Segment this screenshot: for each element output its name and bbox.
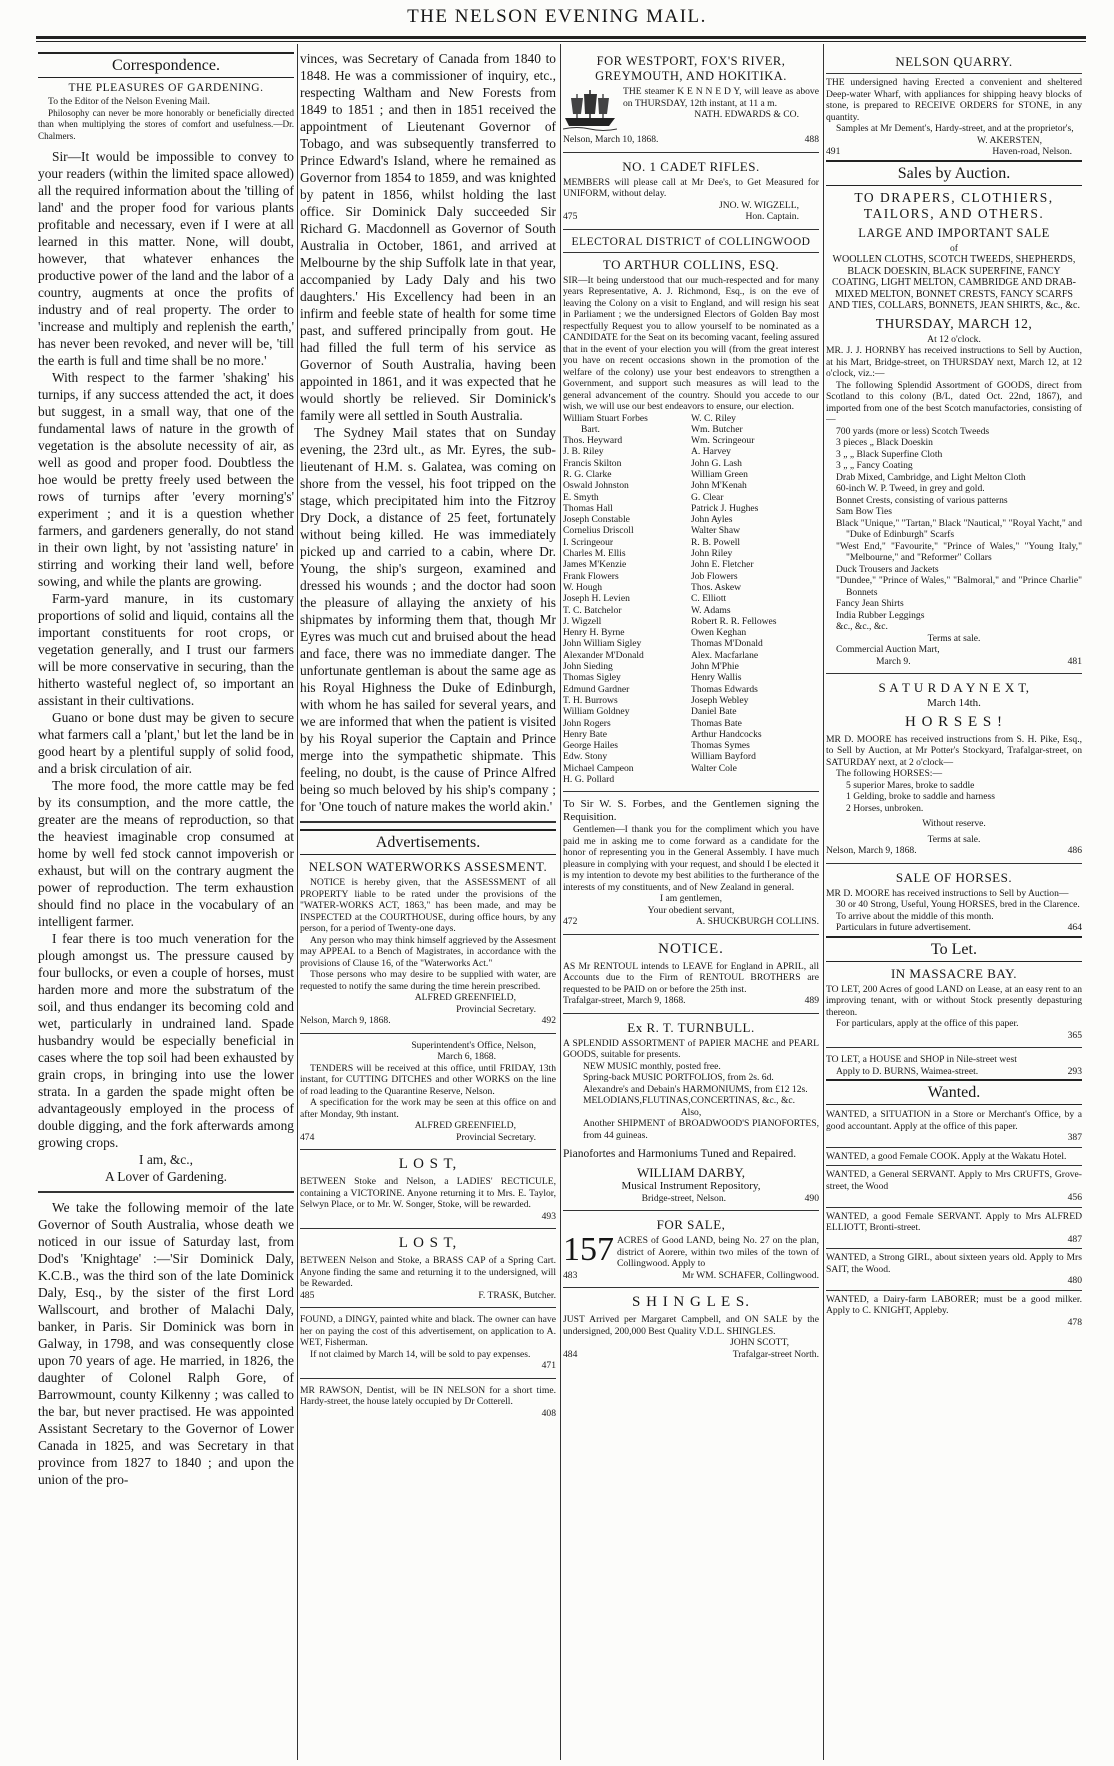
signatory-name bbox=[691, 774, 819, 785]
ad-line: 2 Horses, unbroken. bbox=[846, 802, 924, 814]
ad-massacre-bay bbox=[826, 966, 1082, 1042]
signatory-name: William Green bbox=[691, 468, 748, 480]
signatory-name: Arthur Handcocks bbox=[691, 728, 762, 740]
divider bbox=[563, 791, 819, 792]
ad-signature: JNO. W. WIGZELL, bbox=[718, 199, 799, 211]
signatory-name: W. C. Riley bbox=[691, 412, 736, 424]
ad-signature: A. SHUCKBURGH COLLINS. bbox=[695, 916, 819, 928]
ad-text: Samples at Mr Dement's, Hardy-street, and at the proprietor's, bbox=[836, 123, 1074, 134]
signatory-name: Cornelius Driscoll bbox=[563, 525, 634, 537]
signatory-name: Walter Shaw bbox=[691, 525, 741, 537]
signatory-name: John Ayles bbox=[691, 514, 733, 526]
ad-goods: WOOLLEN CLOTHS, SCOTCH TWEEDS, SHEPHERDS, BLACK DOESKIN, BLACK SUPERFINE, FANCY COATING, LIGHT MELTON, CAMBRIDGE AND DRAB-MIXED MELTON, BONNET CRESTS, FANCY SCARFS AND TIES, COLLARS, BONNETS, JEAN SHIRTS, &c., &c. bbox=[828, 254, 1080, 311]
signatory-name: Wm. Butcher bbox=[691, 423, 743, 435]
divider bbox=[563, 152, 819, 153]
ad-date: Nelson, March 10, 1868. bbox=[563, 134, 659, 145]
ad-horses-saturday bbox=[826, 680, 1082, 857]
ad-text: Gentlemen—I thank you for the compliment which you have paid me in asking me to come forward as a candidate for the honor of representing you in the General Assembly. I have much pleasure in complying with your request, and should I be elected it is my intention to devote my best abilities to the furtherance of the interests of my constituents, and of New Zealand in general. bbox=[563, 824, 819, 893]
ad-for-sale bbox=[563, 1217, 819, 1281]
signatories-list bbox=[563, 413, 819, 786]
signatory-name: Charles M. Ellis bbox=[563, 548, 626, 560]
auction-item: Bonnet Crests, consisting of various patterns bbox=[836, 494, 1008, 506]
signatory-name: Joseph H. Levien bbox=[563, 593, 630, 605]
ad-number: 365 bbox=[1067, 1029, 1082, 1041]
ad-dentist bbox=[300, 1385, 556, 1420]
article-address: To the Editor of the Nelson Evening Mail. bbox=[48, 96, 210, 107]
ad-number: 471 bbox=[541, 1360, 556, 1371]
divider bbox=[826, 673, 1082, 674]
ad-text: MR RAWSON, Dentist, will be IN NELSON for a short time. Hardy-street, the house lately occupied by Dr Cotterell. bbox=[300, 1384, 556, 1407]
ad-text: BETWEEN Stoke and Nelson, a LADIES' RECTICULE, containing a VICTORINE. Anyone returning it to Mrs. E. Taylor, Selwyn Place, or to Mr. W. Songer, Stoke, will be rewarded. bbox=[300, 1176, 556, 1210]
ad-title: L O S T, bbox=[398, 1235, 458, 1251]
ad-line: 5 superior Mares, broke to saddle bbox=[846, 779, 975, 791]
wanted-ad-text: WANTED, a Dairy-farm LABORER; must be a good milker. Apply to C. KNIGHT, Appleby. bbox=[826, 1293, 1082, 1316]
ad-drapers-sale bbox=[826, 190, 1082, 668]
divider bbox=[563, 1013, 819, 1014]
signatory-name: I. Scringeour bbox=[563, 536, 614, 548]
article-paragraph: Farm-yard manure, in its customary proportions of solid and liquid, contains all the important constituents for root crops, or vegetation generally, and I trust our farmers will be more conservative in securing, than the hitherto wasteful neglect of, so important an assistant in their cultivations. bbox=[38, 591, 294, 708]
ad-electoral bbox=[563, 236, 819, 786]
ad-reply bbox=[563, 798, 819, 928]
ad-text: Any person who may think himself aggrieved by the Assesment may APPEAL to a Bench of Magistrates, in accordance with the provisions of Clause 16, of the "Waterworks Act." bbox=[300, 934, 556, 969]
divider bbox=[563, 229, 819, 230]
article-paragraph: Guano or bone dust may be given to secure what farmers call a 'plant,' but let the land be in good heart by a plentiful supply of solid food, and a brisk circulation of air. bbox=[38, 710, 294, 776]
wanted-ad bbox=[826, 1109, 1082, 1144]
ad-date: March 14th. bbox=[927, 697, 981, 709]
ad-title: NO. 1 CADET RIFLES. bbox=[622, 158, 760, 174]
steamship-icon bbox=[563, 88, 617, 132]
ad-number: 486 bbox=[1067, 845, 1082, 856]
ad-found-dingy bbox=[300, 1314, 556, 1372]
signatory-name: R. G. Clarke bbox=[563, 468, 612, 480]
ad-title: To Sir W. S. Forbes, and the Gentlemen signing the Requisition. bbox=[563, 798, 819, 824]
column-rule bbox=[297, 44, 298, 1760]
signatory-name: Francis Skilton bbox=[563, 457, 622, 469]
wanted-ad-number: 480 bbox=[1067, 1275, 1082, 1286]
section-header-advertisements: Advertisements. bbox=[300, 829, 556, 855]
divider bbox=[38, 1191, 294, 1193]
ad-lost-cap bbox=[300, 1235, 556, 1301]
masthead-rule bbox=[36, 36, 1086, 42]
column-rule bbox=[823, 44, 824, 1760]
signatory-name: James M'Kenzie bbox=[563, 559, 627, 571]
signatory-name: W. Adams bbox=[691, 604, 731, 616]
ad-text: MR D. MOORE has received instructions from S. H. Pike, Esq., to Sell by Auction, at Mr Potter's Stockyard, Trafalgar-street, on SATURDAY next, at 2 o'clock— bbox=[826, 733, 1082, 768]
auction-item: "Dundee," "Prince of Wales," "Balmoral," and "Prince Charlie" Bonnets bbox=[836, 575, 1082, 598]
ad-number: 475 bbox=[563, 211, 578, 222]
ad-signature: JOHN SCOTT, bbox=[730, 1337, 789, 1349]
auction-item: "West End," "Favourite," "Prince of Wales," "Young Italy," "Melbourne," and "Reformer" Collars bbox=[836, 540, 1082, 563]
auction-item: 3 pieces „ Black Doeskin bbox=[836, 437, 933, 448]
signatory-name: Bart. bbox=[581, 423, 600, 435]
memoir-paragraph: We take the following memoir of the late Governor of South Australia, whose death we noticed in our issue of Saturday last, from Dod's 'Knightage' :—'Sir Dominick Daly, K.C.B., was the third son of the late Dominick Daly, Esq., by the sister of the first Lord Wallscourt, and brother of Malachi Daly, banker, in Paris. Sir Dominick was born in Galway, in 1798, and was consequently close upon 70 years of age. He married, in 1826, the daughter of Colonel Ralph Gore, of Barrowmount, county Kilkenny ; was called to the bar, but never practised. He was appointed Assistant Secretary to the Governor of Lower Canada in 1825, and was Secretary in that province from 1827 to 1840 ; and upon the union of the pro- bbox=[38, 1200, 294, 1487]
ad-number: 484 bbox=[563, 1348, 578, 1360]
ad-title: S H I N G L E S. bbox=[632, 1294, 750, 1311]
ad-text: TENDERS will be received at this office, until FRIDAY, 13th instant, for CUTTING DITCHES and other WORKS on the line of road leading to the Quarantine Reserve, Nelson. bbox=[300, 1062, 556, 1097]
divider bbox=[300, 1307, 556, 1308]
ad-office: Superintendent's Office, Nelson, bbox=[411, 1039, 536, 1051]
signatory-name: T. C. Batchelor bbox=[563, 604, 622, 616]
column-rule bbox=[560, 44, 561, 1760]
signatory-name: Edw. Stony bbox=[563, 751, 608, 763]
ad-line: of bbox=[950, 242, 958, 254]
ad-line: 1 Gelding, broke to saddle and harness bbox=[846, 791, 995, 802]
signatory-name: Thos. Heyward bbox=[563, 435, 623, 447]
wanted-ad-text: WANTED, a good Female SERVANT. Apply to Mrs ALFRED ELLIOTT, Bronti-street. bbox=[826, 1210, 1082, 1233]
wanted-ad-number: 487 bbox=[1067, 1233, 1082, 1245]
ad-text: 30 or 40 Strong, Useful, Young HORSES, bred in the Clarence. bbox=[836, 899, 1080, 910]
ad-text: JUST Arrived per Margaret Campbell, and ON SALE by the undersigned, 200,000 Best Quality V.D.L. SHINGLES. bbox=[563, 1314, 819, 1337]
auction-item: 700 yards (more or less) Scotch Tweeds bbox=[836, 425, 990, 437]
ad-line: Also, bbox=[680, 1106, 702, 1118]
divider bbox=[300, 1033, 556, 1034]
section-header-to-let: To Let. bbox=[826, 936, 1082, 962]
memoir-continued: vinces, was Secretary of Canada from 1840 to 1848. He was a commissioner of inquiry, etc., respecting Waltham and New Forests from 1849 to 1851 ; and then in 1851 received the appointment of Lieutenant Governor of Tobago, and was subsequently transferred to Prince Edward's Island, where he remained as Governor from 1854 to 1859, and was knighted by patent in 1856, whilst holding the last office. Sir Dominick Daly succeeded Sir Richard G. Macdonnell as Governor of South Australia in October, 1861, and arrived at Melbourne by the ship Suffolk late in that year, accompanied by Lady Daly and his two daughters.' His Excellency had been in an infirm and feeble state of health for some time past, and suffered principally from gout. He had filled the full term of his service as Governor of South Australia, having been appointed in 1861, and it was expected that he would shortly be relieved. Sir Dominick's family were all settled in South Australia. bbox=[300, 51, 556, 423]
article-paragraph: The more food, the more cattle may be fed by its consumption, and the more cattle, the greater are the means of reproduction, so that the heaviest imaginable crop consumed at home by well fed stock cannot impoverish or exhaust, but will on the contrary augment the power of reproduction. The term exhaustion should find no place in the vocabulary of an intelligent farmer. bbox=[38, 778, 294, 929]
signatory-name: John Rogers bbox=[563, 717, 611, 729]
letter-signature: A Lover of Gardening. bbox=[105, 1169, 227, 1184]
ad-lost-reticule bbox=[300, 1156, 556, 1222]
ad-line: Spring-back MUSIC PORTFOLIOS, from 2s. 6d. bbox=[583, 1072, 774, 1084]
article-paragraph: With respect to the farmer 'shaking' his turnips, if any success attended the act, it does but suggest, in a small way, that one of the fundamental laws of nature in the growth of vegetation is the absolute necessity of air, as well as good and proper food. Doubtless the hoe would be pretty freely used between the rows of turnips after 'every morning's' experiment ; and it is a question whether farmers, and gardeners generally, do not stand in their own light, by not 'assisting nature' in stirring and working their land well, before sowing, and while the plants are growing. bbox=[38, 370, 294, 589]
divider bbox=[826, 1165, 1082, 1166]
signatory-name: Joseph Webley bbox=[691, 694, 749, 706]
signatory-name: Robert R. R. Fellowes bbox=[691, 615, 777, 627]
signatory-name: Walter Cole bbox=[691, 762, 737, 774]
ad-signature-title: Provincial Secretary. bbox=[456, 1131, 536, 1143]
ad-number: 491 bbox=[826, 146, 841, 157]
ad-subtitle: TO ARTHUR COLLINS, ESQ. bbox=[602, 256, 780, 272]
ad-waterworks bbox=[300, 859, 556, 1027]
ad-sale-of-horses bbox=[826, 870, 1082, 934]
ad-shingles bbox=[563, 1294, 819, 1360]
signatory-name: Job Flowers bbox=[691, 570, 738, 582]
divider bbox=[300, 1149, 556, 1150]
signatory-name: Thomas Symes bbox=[691, 740, 750, 752]
signatory-name: E. Smyth bbox=[563, 491, 599, 503]
ad-text: TO LET, 200 Acres of good LAND on Lease, at an easy rent to an improving tenant, with or without Stock presently depasturing thereon. bbox=[826, 983, 1082, 1018]
signatory-name: George Hailes bbox=[563, 740, 618, 752]
ad-signature: Mr WM. SCHAFER, Collingwood. bbox=[682, 1269, 819, 1281]
wanted-ad-number: 478 bbox=[1067, 1316, 1082, 1328]
ad-text: BETWEEN Nelson and Stoke, a BRASS CAP of a Spring Cart. Anyone finding the same and returning it to the undersigned, will be Rewarded. bbox=[300, 1255, 556, 1289]
signatory-name: William Stuart Forbes bbox=[563, 412, 648, 424]
section-header-wanted: Wanted. bbox=[826, 1079, 1082, 1105]
signatory-name: J. B. Riley bbox=[563, 446, 604, 458]
divider bbox=[826, 1290, 1082, 1291]
ad-line: NEW MUSIC monthly, posted free. bbox=[583, 1060, 721, 1072]
ad-mart: Commercial Auction Mart, bbox=[836, 644, 940, 655]
ad-terms: Terms at sale. bbox=[927, 833, 981, 845]
signatory-name: Thomas Sigley bbox=[563, 672, 621, 684]
signatory-name: John M'Phie bbox=[691, 661, 739, 673]
ad-line: Alexandre's and Debain's HARMONIUMS, from £12 12s. bbox=[583, 1083, 808, 1095]
ad-title: NELSON QUARRY. bbox=[895, 54, 1013, 69]
signatory-name: R. B. Powell bbox=[691, 536, 741, 548]
auction-item: Sam Bow Ties bbox=[836, 506, 892, 517]
ad-tenders bbox=[300, 1040, 556, 1144]
column-3 bbox=[563, 50, 819, 1766]
ad-cadet-rifles bbox=[563, 159, 819, 223]
ad-text: SIR—It being understood that our much-respected and for many years Representative, A. J. Richmond, Esq., is on the eve of leaving the Colony on a visit to England, and will resign his seat in Parliament ; we the undersigned Electors of Golden Bay most respectfully Request you to allow yourself to be nominated as a CANDIDATE for the Seat on its becoming vacant, feeling assured that in the event of your election you will (from the great interest you have on recent occasions shown in the promotion of the welfare of the colony) use your best endeavors to strengthen a Government, and support such measures as will lead to the general advancement of the country. Should you accede to our wish, we will use our best endeavors to ensure, our election. bbox=[563, 274, 819, 412]
ad-date: Nelson, March 9, 1868. bbox=[300, 1015, 391, 1026]
ad-subtitle: LARGE AND IMPORTANT SALE bbox=[858, 225, 1050, 240]
ad-terms: Terms at sale. bbox=[927, 632, 981, 644]
ad-text: A SPLENDID ASSORTMENT of PAPIER MACHE and PEARL GOODS, suitable for presents. bbox=[563, 1037, 819, 1061]
ad-number: 481 bbox=[1067, 655, 1082, 667]
wanted-ad bbox=[826, 1252, 1082, 1287]
ad-text: If not claimed by March 14, will be sold to pay expenses. bbox=[310, 1348, 531, 1360]
ad-date: March 9. bbox=[876, 655, 911, 667]
signatory-name: W. Hough bbox=[563, 581, 603, 593]
ad-number: 490 bbox=[804, 1192, 819, 1204]
ad-text: THE undersigned having Erected a convenient and sheltered Deep-water Wharf, with appliances for shipping heavy blocks of stone, is prepared to RECEIVE ORDERS for STONE, in any quantity. bbox=[826, 77, 1082, 123]
ad-date: Nelson, March 9, 1868. bbox=[826, 845, 917, 856]
section-header-auction: Sales by Auction. bbox=[826, 160, 1082, 186]
signatory-name: Edmund Gardner bbox=[563, 683, 630, 695]
masthead-title: THE NELSON EVENING MAIL. bbox=[407, 6, 707, 27]
wanted-ad-number: 387 bbox=[1067, 1132, 1082, 1143]
auction-item: 3 „ „ Black Superfine Cloth bbox=[836, 448, 943, 460]
article-paragraph: I fear there is too much veneration for the plough amongst us. The pressure caused by four bullocks, or even a couple of horses, must harden more and more the substratum of the soil, and thus endanger its becoming cold and wet, particularly in undrained land. Spade husbandry would be especially beneficial in cases where the top soil had been exhausted by grain crops, in bringing into use the lower strata. In a garden the spade might often be advantageously employed in the process of double digging, and the fork afterwards among growing crops. bbox=[38, 931, 294, 1150]
ad-title: NELSON WATERWORKS ASSESMENT. bbox=[308, 859, 548, 874]
ad-signature: NATH. EDWARDS & CO. bbox=[694, 109, 799, 120]
signatory-name: Owen Keghan bbox=[691, 627, 747, 639]
wanted-ad bbox=[826, 1151, 1082, 1163]
signatory-name: Thomas Bate bbox=[691, 717, 742, 729]
ad-text: Apply to D. BURNS, Waimea-street. bbox=[836, 1065, 979, 1077]
ad-address: Trafalgar-street North. bbox=[732, 1348, 819, 1360]
ad-line: Pianofortes and Harmoniums Tuned and Repaired. bbox=[563, 1148, 797, 1161]
ad-subtitle: H O R S E S ! bbox=[904, 713, 1003, 730]
ad-number: 464 bbox=[1067, 922, 1082, 933]
ad-number: 474 bbox=[300, 1131, 315, 1143]
wanted-ad bbox=[826, 1294, 1082, 1329]
ad-text: FOUND, a DINGY, painted white and black. The owner can have her on paying the cost of this advertisement, on application to A. WET, Fisherman. bbox=[300, 1314, 556, 1348]
signatory-name: Oswald Johnston bbox=[563, 480, 629, 492]
wanted-ad-text: WANTED, a Strong GIRL, about sixteen years old. Apply to Mrs SAIT, the Wood. bbox=[826, 1252, 1082, 1275]
auction-item: Drab Mixed, Cambridge, and Light Melton Cloth bbox=[836, 471, 1026, 483]
divider bbox=[563, 1210, 819, 1211]
ad-number: 489 bbox=[804, 995, 819, 1007]
auction-item: &c., &c., &c. bbox=[836, 621, 888, 632]
divider bbox=[826, 863, 1082, 864]
ad-title: Ex R. T. TURNBULL. bbox=[627, 1019, 755, 1035]
ad-signature: WILLIAM DARBY, bbox=[636, 1165, 746, 1181]
ad-number: 472 bbox=[563, 916, 578, 928]
ad-signature: ALFRED GREENFIELD, bbox=[414, 1120, 516, 1131]
ad-text: To arrive about the middle of this month. bbox=[836, 910, 994, 922]
signatory-name: John E. Fletcher bbox=[691, 559, 754, 571]
signatory-name: Michael Campeon bbox=[563, 762, 634, 774]
signatory-name: John William Sigley bbox=[563, 638, 642, 650]
divider bbox=[826, 1147, 1082, 1148]
sydney-article: The Sydney Mail states that on Sunday evening, the 23rd ult., as Mr. Eyres, the sub-lieutenant of H.M. s. Galatea, was coming on shore from the vessel, his foot tripped on the stage, which precipitated him into the Fitzroy Dry Dock, a distance of 25 feet, fortunately without being killed. He was immediately picked up and carried to a cabin, where Dr. Young, the ship's surgeon, examined and dressed his wounds ; and the doctor had soon the pleasure of allaying the anxiety of his shipmates by informing them that, though Mr Eyres was much cut and bruised about the head and face, there was no immediate danger. The unfortunate gentleman is about the same age as his Royal Highness the Duke of Edinburgh, with whom he has sailed for several years, and we are informed that when the patient is visited by his Royal superior the Captain and Prince merge into the sympathetic shipmate. This feeling, no doubt, is the cause of Prince Alfred being so much beloved by his ship's company ; for 'One touch of nature makes the world akin.' bbox=[300, 425, 556, 814]
divider bbox=[826, 1248, 1082, 1249]
column-1 bbox=[38, 50, 294, 1766]
signatory-name: Alexander M'Donald bbox=[563, 649, 644, 661]
ad-date: March 6, 1868. bbox=[437, 1051, 496, 1062]
ad-line: Without reserve. bbox=[922, 818, 986, 829]
divider bbox=[826, 73, 1082, 74]
signatory-name: Patrick J. Hughes bbox=[691, 502, 759, 514]
wanted-ad-text: WANTED, a General SERVANT. Apply to Mrs CRUFTS, Grove-street, the Wood bbox=[826, 1169, 1082, 1192]
ad-signature-title: Hon. Captain. bbox=[745, 211, 799, 222]
signatory-name: Thomas Hall bbox=[563, 502, 613, 514]
signatory-name: William Bayford bbox=[691, 751, 756, 763]
ad-close: I am gentlemen, bbox=[659, 893, 723, 905]
ad-number: 488 bbox=[804, 134, 819, 145]
signatory-name: Joseph Constable bbox=[563, 514, 630, 526]
ad-title: ELECTORAL DISTRICT of COLLINGWOOD bbox=[571, 235, 811, 248]
wanted-ad-number: 456 bbox=[1067, 1192, 1082, 1203]
ad-number: 492 bbox=[541, 1015, 556, 1026]
divider bbox=[563, 1287, 819, 1288]
article-title: THE PLEASURES OF GARDENING. bbox=[68, 82, 264, 94]
ad-title: TO DRAPERS, CLOTHIERS, TAILORS, AND OTHERS. bbox=[854, 189, 1054, 221]
signatory-name: Thomas Edwards bbox=[691, 683, 758, 695]
divider bbox=[563, 934, 819, 935]
ad-signature: ALFRED GREENFIELD, bbox=[414, 992, 516, 1003]
ad-text: MEMBERS will please call at Mr Dee's, to Get Measured for UNIFORM, without delay. bbox=[563, 176, 819, 199]
ad-steamer bbox=[563, 54, 819, 146]
signatory-name: Henry H. Byrne bbox=[563, 627, 625, 639]
wanted-ads-list bbox=[826, 1109, 1082, 1328]
ad-address: Bridge-street, Nelson. bbox=[641, 1192, 727, 1204]
signatory-name: Alex. Macfarlane bbox=[691, 649, 759, 661]
auction-item: India Rubber Leggings bbox=[836, 609, 925, 621]
ad-nile-street bbox=[826, 1054, 1082, 1077]
ad-text: For particulars, apply at the office of this paper. bbox=[836, 1018, 1019, 1029]
ad-close: Your obedient servant, bbox=[647, 904, 735, 916]
ad-text: NOTICE is hereby given, that the ASSESSMENT of all PROPERTY liable to be rated under the provisions of the "WATER-WORKS ACT, 1863," has been made, and may be INSPECTED at the COURTHOUSE, during office hours, by any person, for a period of Twenty-one days. bbox=[300, 877, 556, 934]
signatory-name: Henry Wallis bbox=[691, 672, 742, 684]
divider bbox=[300, 1228, 556, 1229]
signatory-name: T. H. Burrows bbox=[563, 694, 618, 706]
divider bbox=[563, 252, 819, 253]
ad-text: Particulars in future advertisement. bbox=[836, 922, 971, 933]
ad-quarry bbox=[826, 54, 1082, 158]
divider bbox=[300, 821, 556, 823]
signatory-name: A. Harvey bbox=[691, 446, 731, 458]
signatory-name: John G. Lash bbox=[691, 457, 742, 469]
ad-title: FOR SALE, bbox=[656, 1217, 726, 1233]
ad-address: Haven-road, Nelson. bbox=[992, 146, 1072, 157]
ad-signature-title: Musical Instrument Repository, bbox=[621, 1180, 761, 1193]
ad-notice-rentoul bbox=[563, 941, 819, 1007]
ad-line: Another SHIPMENT of BROADWOOD'S PIANOFORTES, from 44 guineas. bbox=[583, 1118, 819, 1141]
wanted-ad bbox=[826, 1211, 1082, 1246]
ad-turnbull bbox=[563, 1020, 819, 1205]
ad-text: AS Mr RENTOUL intends to LEAVE for England in APRIL, all Accounts due to the Firm of RENTOUL BROTHERS are requested to be PAID on or before the 25th inst. bbox=[563, 960, 819, 995]
ad-signature: F. TRASK, Butcher. bbox=[478, 1289, 556, 1301]
ad-title: S A T U R D A Y N E X T, bbox=[878, 680, 1030, 695]
ad-text: TO LET, a HOUSE and SHOP in Nile-street west bbox=[826, 1054, 1017, 1065]
signatory-name: C. Elliott bbox=[691, 593, 727, 605]
ad-text: The following HORSES:— bbox=[836, 768, 943, 779]
wanted-ad bbox=[826, 1169, 1082, 1204]
ad-date: Trafalgar-street, March 9, 1868. bbox=[563, 995, 686, 1007]
divider bbox=[826, 1207, 1082, 1208]
ad-title: IN MASSACRE BAY. bbox=[890, 965, 1018, 981]
signatory-name: Wm. Scringeour bbox=[691, 435, 755, 447]
wanted-ad-text: WANTED, a SITUATION in a Store or Merchant's Office, by a good accountant. Apply at the office of this paper. bbox=[826, 1109, 1082, 1132]
ad-text: ACRES of Good LAND, being No. 27 on the plan, district of Aorere, within two miles of the town of Collingwood. Apply to bbox=[617, 1235, 819, 1270]
auction-item: Black "Unique," "Tartan," Black "Nautical," "Royal Yacht," and "Duke of Edinburgh" Scarfs bbox=[836, 517, 1082, 540]
signatory-name: William Goldney bbox=[563, 706, 630, 718]
signatory-name: Thomas M'Donald bbox=[691, 638, 763, 650]
ad-number: 493 bbox=[541, 1210, 556, 1222]
ad-number: 485 bbox=[300, 1289, 315, 1301]
column-2 bbox=[300, 50, 556, 1766]
auction-item: 3 „ „ Fancy Coating bbox=[836, 460, 913, 471]
ad-number: 483 bbox=[563, 1269, 578, 1281]
section-header-correspondence: Correspondence. bbox=[38, 52, 294, 78]
auction-items-list bbox=[826, 426, 1082, 633]
auction-item: 60-inch W. P. Tweed, in grey and gold. bbox=[836, 483, 985, 494]
signatory-name: Thos. Askew bbox=[691, 581, 742, 593]
ad-date-title: THURSDAY, MARCH 12, bbox=[875, 315, 1033, 331]
ad-number: 408 bbox=[541, 1407, 556, 1419]
divider bbox=[826, 1047, 1082, 1048]
signatory-name: H. G. Pollard bbox=[563, 774, 615, 785]
ad-title: FOR WESTPORT, FOX'S RIVER, GREYMOUTH, AND HOKITIKA. bbox=[595, 54, 787, 83]
signatory-name: Daniel Bate bbox=[691, 706, 737, 718]
article-epigraph: Philosophy can never be more honorably or beneficially directed than when multiplying the stores of comfort and usefulness.—Dr. Chalmers. bbox=[38, 107, 294, 141]
wanted-ad-text: WANTED, a good Female COOK. Apply at the Wakatu Hotel. bbox=[826, 1150, 1067, 1162]
ad-signature: W. AKERSTEN, bbox=[977, 134, 1042, 146]
signatory-name: Henry Bate bbox=[563, 728, 607, 740]
divider bbox=[300, 1378, 556, 1379]
signatory-name: Frank Flowers bbox=[563, 570, 619, 582]
ad-big-number: 157 bbox=[563, 1231, 614, 1269]
ad-text: Those persons who may desire to be supplied with water, are requested to notify the same during the time herein prescribed. bbox=[300, 969, 556, 992]
auction-item: Duck Trousers and Jackets bbox=[836, 563, 939, 575]
auction-item: Fancy Jean Shirts bbox=[836, 598, 904, 609]
signatory-name: J. Wigzell bbox=[563, 615, 602, 627]
signatory-name: John M'Kenah bbox=[691, 480, 747, 492]
ad-text: MR. J. J. HORNBY has received instructions to Sell by Auction, at his Mart, Bridge-street, on THURSDAY next, March 12, at 12 o'clock, viz.:— bbox=[826, 345, 1082, 379]
ad-text: A specification for the work may be seen at this office on and after Monday, 9th instant. bbox=[300, 1097, 556, 1120]
ad-title: SALE OF HORSES. bbox=[895, 869, 1013, 885]
column-4 bbox=[826, 50, 1082, 1766]
signatory-name: G. Clear bbox=[691, 491, 724, 503]
signatory-name: John Riley bbox=[691, 548, 733, 560]
article-paragraph: Sir—It would be impossible to convey to your readers (within the limited space allowed) all the required information about the 'tilling of land' and the proper food for various plants profitable and necessary, even if I were at all learned in this matter. None, will doubt, however, that whatever enhances the productive power of the land and the labor of a country, augments at once the profits of industry and of real property. The order to 'increase and multiply and replenish the earth,' has never been revoked, and never will be, 'till the earth is full and time shall be no more.' bbox=[38, 149, 294, 368]
ad-title: NOTICE. bbox=[658, 940, 724, 957]
ad-text: MR D. MOORE has received instructions to Sell by Auction— bbox=[826, 887, 1069, 899]
letter-signoff: I am, &c., bbox=[139, 1152, 193, 1167]
ad-number: 293 bbox=[1067, 1065, 1082, 1077]
ad-line: MELODIANS,FLUTINAS,CONCERTINAS, &c., &c. bbox=[583, 1095, 796, 1107]
ad-text: THE steamer K E N N E D Y, will leave as above on THURSDAY, 12th instant, at 11 a m. bbox=[623, 86, 819, 109]
ad-text: The following Splendid Assortment of GOODS, direct from Scotland to this colony (B/L, dated Oct. 22nd, 1867), and imported from one of the best Scotch manufactories, consisting of— bbox=[826, 379, 1082, 425]
signatory-name: John Sieding bbox=[563, 661, 613, 673]
ad-signature-title: Provincial Secretary. bbox=[456, 1003, 536, 1015]
ad-title: L O S T, bbox=[398, 1156, 458, 1172]
ad-time: At 12 o'clock. bbox=[927, 333, 981, 345]
